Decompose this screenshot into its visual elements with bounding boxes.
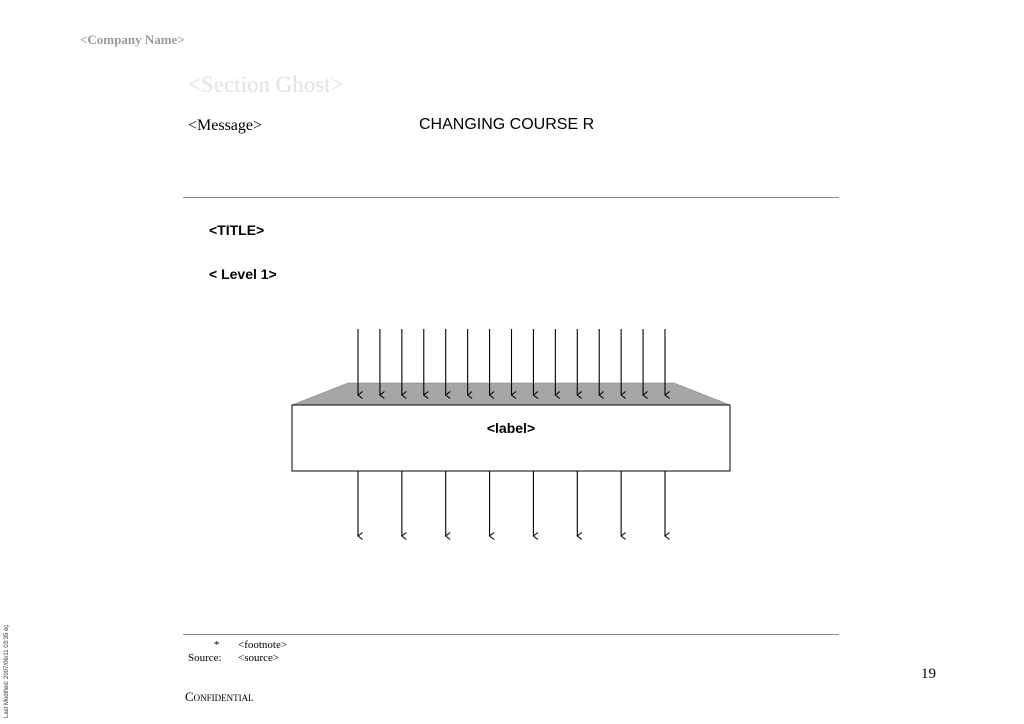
slide-title: <TITLE> <box>209 222 265 238</box>
page-number: 19 <box>921 666 936 682</box>
headline-text: CHANGING COURSE R <box>419 116 595 133</box>
company-name: <Company Name> <box>80 32 185 47</box>
confidential-label: Confidential <box>185 689 254 704</box>
outgoing-arrows <box>358 471 665 536</box>
footnote-text: <footnote> <box>238 639 288 651</box>
box-body <box>292 405 730 471</box>
level-1-heading: < Level 1> <box>209 266 277 282</box>
last-modified-stamp: Last Modified: 2007/06/11 03:35 èç <box>4 624 10 718</box>
section-ghost: <Section Ghost> <box>188 72 344 97</box>
source-label: Source: <box>188 652 222 664</box>
source-text: <source> <box>238 652 280 664</box>
footnote-mark: * <box>214 639 220 651</box>
message-text: <Message> <box>188 117 263 134</box>
bottom-divider <box>183 634 839 635</box>
box-label: <label> <box>486 420 536 436</box>
